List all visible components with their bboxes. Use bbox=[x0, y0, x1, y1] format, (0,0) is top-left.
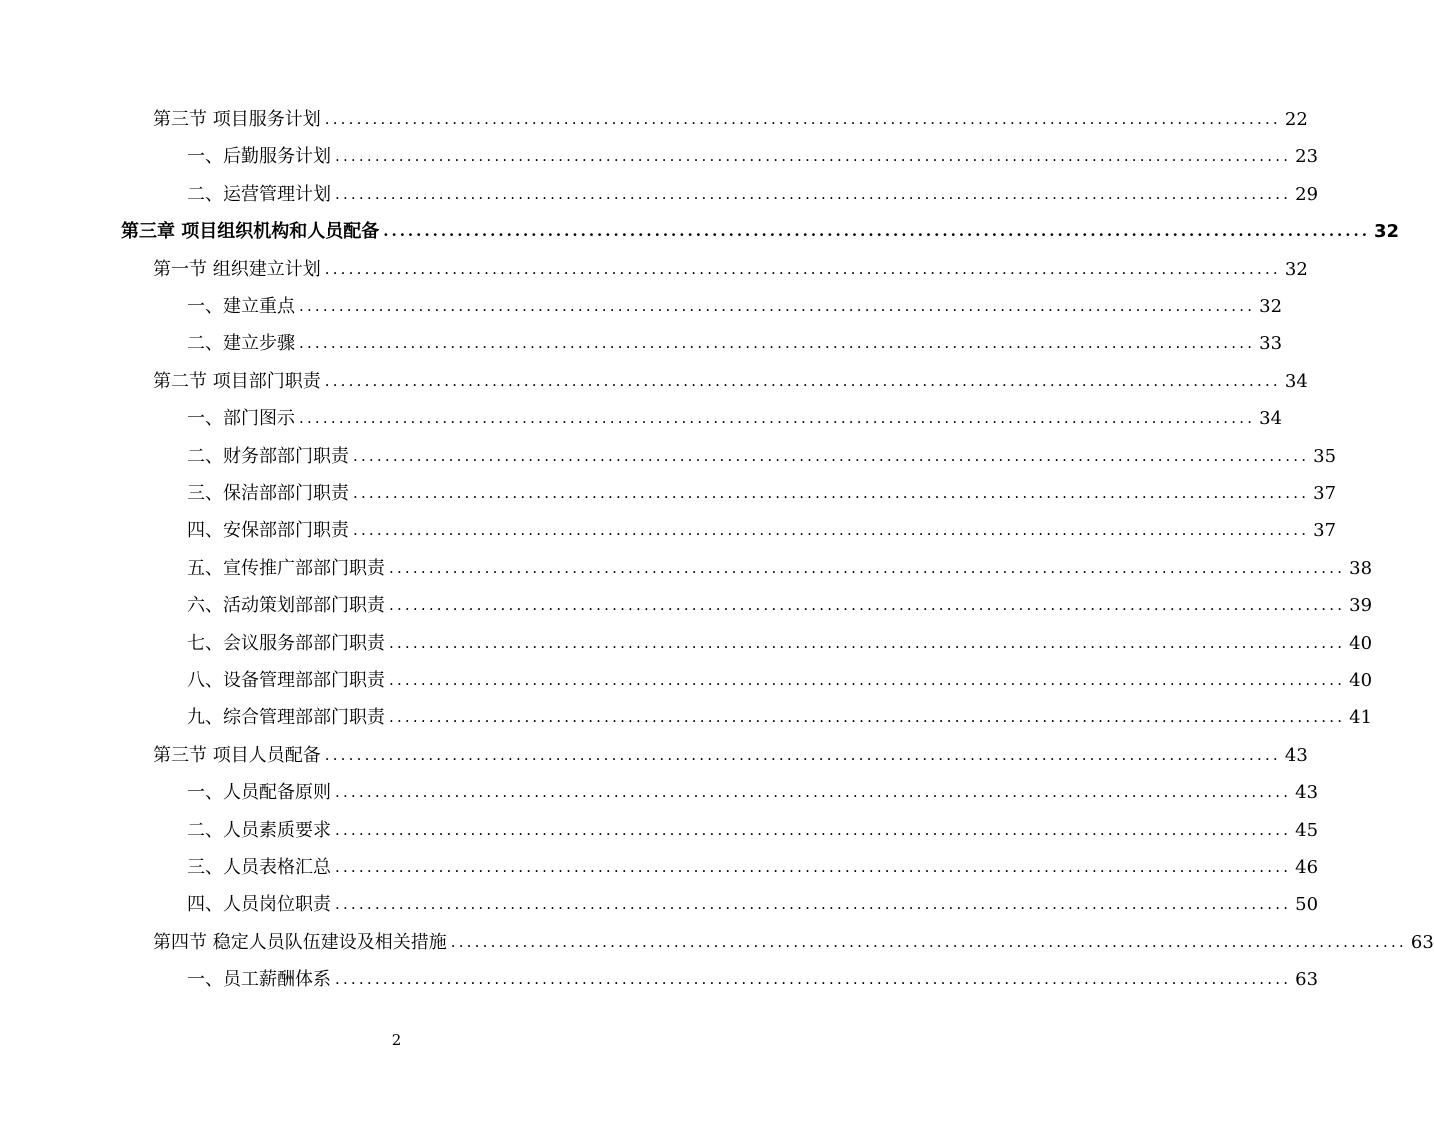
toc-entry-page: 34 bbox=[1259, 408, 1283, 429]
toc-leader-dots: ........................................................................................................................ bbox=[335, 783, 1292, 801]
toc-entry-label: 三、保洁部部门职责 bbox=[187, 483, 349, 504]
toc-entry[interactable] bbox=[187, 587, 1373, 624]
toc-entry-page: 33 bbox=[1259, 333, 1283, 354]
toc-leader-dots: ........................................................................................................................ bbox=[324, 260, 1281, 278]
toc-entry-label: 三、人员表格汇总 bbox=[187, 857, 331, 878]
toc-entry-page: 34 bbox=[1284, 371, 1308, 392]
toc-entry-label: 二、建立步骤 bbox=[187, 333, 295, 354]
toc-entry-page: 22 bbox=[1284, 109, 1308, 130]
toc-entry-page: 35 bbox=[1313, 446, 1337, 467]
toc-leader-dots: ........................................................................................................................ bbox=[450, 933, 1407, 951]
toc-entry-label: 二、人员素质要求 bbox=[187, 820, 331, 841]
toc-leader-dots: ........................................................................................................................ bbox=[335, 147, 1292, 165]
toc-entry-page: 46 bbox=[1295, 857, 1319, 878]
toc-entry-page: 63 bbox=[1295, 969, 1319, 990]
toc-entry-page: 40 bbox=[1349, 670, 1373, 691]
toc-entry-page: 32 bbox=[1284, 259, 1308, 280]
toc-entry[interactable] bbox=[187, 961, 1319, 998]
toc-entry-label: 一、人员配备原则 bbox=[187, 782, 331, 803]
toc-entry-label: 一、后勤服务计划 bbox=[187, 146, 331, 167]
toc-entry-label: 四、安保部部门职责 bbox=[187, 520, 349, 541]
toc-entry-page: 45 bbox=[1295, 820, 1319, 841]
toc-entry[interactable] bbox=[187, 438, 1337, 475]
toc-leader-dots: ........................................................................................................................ bbox=[389, 634, 1346, 652]
toc-entry[interactable] bbox=[153, 101, 1308, 138]
toc-entry-page: 32 bbox=[1259, 296, 1283, 317]
toc-entry[interactable] bbox=[187, 512, 1337, 549]
toc-leader-dots: ........................................................................................................................ bbox=[324, 372, 1281, 390]
toc-leader-dots: ........................................................................................................................ bbox=[324, 110, 1281, 128]
toc-entry-page: 37 bbox=[1313, 520, 1337, 541]
toc-entry-label: 第三节 项目人员配备 bbox=[153, 745, 321, 766]
toc-entry[interactable] bbox=[187, 400, 1283, 437]
toc-leader-dots: ........................................................................................................................ bbox=[335, 970, 1292, 988]
toc-leader-dots: ........................................................................................................................ bbox=[299, 297, 1256, 315]
toc-leader-dots: ........................................................................................................................ bbox=[335, 185, 1292, 203]
toc-entry-page: 32 bbox=[1373, 221, 1399, 242]
toc-entry-page: 43 bbox=[1284, 745, 1308, 766]
toc-entry[interactable] bbox=[187, 475, 1337, 512]
toc-leader-dots: ........................................................................................................................ bbox=[389, 559, 1346, 577]
toc-entry[interactable] bbox=[187, 662, 1373, 699]
toc-entry-label: 第一节 组织建立计划 bbox=[153, 259, 321, 280]
page-number: 2 bbox=[391, 1031, 402, 1049]
toc-leader-dots: ........................................................................................................................ bbox=[353, 447, 1310, 465]
toc-leader-dots: ........................................................................................................................ bbox=[299, 409, 1256, 427]
toc-leader-dots: ........................................................................................................................ bbox=[389, 708, 1346, 726]
toc-entry-page: 41 bbox=[1349, 707, 1373, 728]
toc-leader-dots: ........................................................................................................................ bbox=[353, 521, 1310, 539]
toc-entry[interactable] bbox=[187, 849, 1319, 886]
toc-leader-dots: ........................................................................................................................ bbox=[383, 222, 1370, 240]
toc-entry[interactable] bbox=[187, 812, 1319, 849]
toc-entry[interactable] bbox=[187, 699, 1373, 736]
toc-entry-page: 39 bbox=[1349, 595, 1373, 616]
toc-entry[interactable] bbox=[187, 886, 1319, 923]
toc-entry[interactable] bbox=[187, 774, 1319, 811]
toc-entry-label: 六、活动策划部部门职责 bbox=[187, 595, 385, 616]
toc-entry-page: 50 bbox=[1295, 894, 1319, 915]
toc-entry[interactable] bbox=[121, 213, 1399, 250]
toc-entry[interactable] bbox=[153, 924, 1434, 961]
toc-entry-label: 七、会议服务部部门职责 bbox=[187, 633, 385, 654]
toc-leader-dots: ........................................................................................................................ bbox=[389, 671, 1346, 689]
toc-entry[interactable] bbox=[153, 363, 1308, 400]
toc-entry-page: 23 bbox=[1295, 146, 1319, 167]
toc-entry-label: 第二节 项目部门职责 bbox=[153, 371, 321, 392]
toc-entry-page: 63 bbox=[1410, 932, 1434, 953]
toc-entry-label: 九、综合管理部部门职责 bbox=[187, 707, 385, 728]
toc-entry-label: 一、部门图示 bbox=[187, 408, 295, 429]
toc-entry[interactable] bbox=[187, 550, 1373, 587]
toc-entry-label: 一、建立重点 bbox=[187, 296, 295, 317]
toc-entry[interactable] bbox=[153, 251, 1308, 288]
toc-leader-dots: ........................................................................................................................ bbox=[335, 858, 1292, 876]
toc-entry-label: 一、员工薪酬体系 bbox=[187, 969, 331, 990]
toc-leader-dots: ........................................................................................................................ bbox=[389, 596, 1346, 614]
toc-entry-label: 第三章 项目组织机构和人员配备 bbox=[121, 221, 380, 242]
toc-entry-label: 第四节 稳定人员队伍建设及相关措施 bbox=[153, 932, 447, 953]
toc-leader-dots: ........................................................................................................................ bbox=[324, 746, 1281, 764]
toc-entry[interactable] bbox=[187, 138, 1319, 175]
toc-entry[interactable] bbox=[187, 288, 1283, 325]
toc-leader-dots: ........................................................................................................................ bbox=[335, 895, 1292, 913]
toc-entry-label: 第三节 项目服务计划 bbox=[153, 109, 321, 130]
toc-entry-label: 五、宣传推广部部门职责 bbox=[187, 558, 385, 579]
toc-entry-label: 四、人员岗位职责 bbox=[187, 894, 331, 915]
toc-entry[interactable] bbox=[187, 625, 1373, 662]
toc-entry-page: 43 bbox=[1295, 782, 1319, 803]
toc-entry-label: 二、财务部部门职责 bbox=[187, 446, 349, 467]
toc-leader-dots: ........................................................................................................................ bbox=[353, 484, 1310, 502]
toc-entry-page: 37 bbox=[1313, 483, 1337, 504]
toc-entry-page: 40 bbox=[1349, 633, 1373, 654]
toc-leader-dots: ........................................................................................................................ bbox=[335, 821, 1292, 839]
toc-entry-page: 29 bbox=[1295, 184, 1319, 205]
toc-entry[interactable] bbox=[187, 176, 1319, 213]
toc-entry-page: 38 bbox=[1349, 558, 1373, 579]
toc-entry[interactable] bbox=[153, 737, 1308, 774]
toc-leader-dots: ........................................................................................................................ bbox=[299, 334, 1256, 352]
toc-entry-label: 八、设备管理部部门职责 bbox=[187, 670, 385, 691]
toc-entry[interactable] bbox=[187, 325, 1283, 362]
toc-entry-label: 二、运营管理计划 bbox=[187, 184, 331, 205]
